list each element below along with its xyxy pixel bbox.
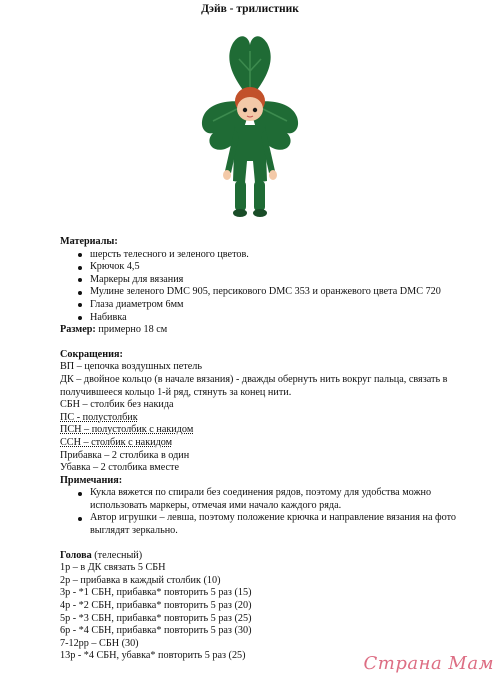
abbreviation-line: ДК – двойное кольцо (в начале вязания) - дважды обернуть нить вокруг пальца, связать в получившееся кольцо 1-й ряд, стянуть за конец нити. xyxy=(60,373,448,398)
materials-item: шерсть телесного и зеленого цветов. xyxy=(60,249,460,262)
notes-list xyxy=(60,487,460,537)
materials-item: Крючок 4,5 xyxy=(60,261,460,274)
materials-item: Маркеры для вязания xyxy=(60,274,460,287)
materials-item: Набивка xyxy=(60,312,460,325)
materials-item: Глаза диаметром 6мм xyxy=(60,299,460,312)
materials-heading: Материалы: xyxy=(60,236,118,247)
shamrock-doll-photo xyxy=(195,21,305,223)
abbreviations-heading: Сокращения: xyxy=(60,348,123,360)
head-row: 1р – в ДК связать 5 СБН xyxy=(60,562,166,574)
materials-list xyxy=(60,249,460,325)
size-line xyxy=(60,324,460,337)
head-row: 7-12рр – СБН (30) xyxy=(60,637,139,649)
abbreviation-line: ССН – столбик с накидом xyxy=(60,436,173,448)
abbreviation-line: Прибавка – 2 столбика в один xyxy=(60,449,190,461)
materials-item: Мулине зеленого DMC 905, персикового DMC 353 и оранжевого цвета DMC 720 xyxy=(60,286,460,299)
abbreviation-line: ПС - полустолбик xyxy=(60,411,138,423)
notes-heading: Примечания: xyxy=(60,474,123,486)
head-row: 13р - *4 СБН, убавка* повторить 5 раз (25) xyxy=(60,650,246,662)
head-row: 3р - *1 СБН, прибавка* повторить 5 раз (15) xyxy=(60,587,252,599)
head-row: 2р – прибавка в каждый столбик (10) xyxy=(60,574,221,586)
notes-item: Автор игрушки – левша, поэтому положение крючка и направление вязания на фото выглядят зеркально. xyxy=(60,512,460,537)
pattern-text xyxy=(60,236,460,663)
abbreviation-line: СБН – столбик без накида xyxy=(60,399,174,411)
head-row: 4р - *2 СБН, прибавка* повторить 5 раз (20) xyxy=(60,600,252,612)
notes-item: Кукла вяжется по спирали без соединения рядов, поэтому для удобства можно использовать маркеры, отмечая ими начало каждого ряда. xyxy=(60,487,460,512)
abbreviation-line: ПСН – полустолбик с накидом xyxy=(60,424,194,436)
head-subheading: (телесный) xyxy=(91,549,143,561)
head-heading-line xyxy=(60,550,460,563)
size-label: Размер: xyxy=(60,324,96,336)
abbreviation-line: Убавка – 2 столбика вместе xyxy=(60,462,179,474)
size-value: примерно 18 см xyxy=(95,324,168,336)
head-heading: Голова xyxy=(60,549,92,561)
head-row: 5р - *3 СБН, прибавка* повторить 5 раз (25) xyxy=(60,612,252,624)
head-row: 6р - *4 СБН, прибавка* повторить 5 раз (30) xyxy=(60,625,252,637)
site-watermark: Страна Мам xyxy=(363,653,494,675)
abbreviation-line: ВП – цепочка воздушных петель xyxy=(60,361,202,373)
page-title: Дэйв - трилистник xyxy=(201,3,299,15)
